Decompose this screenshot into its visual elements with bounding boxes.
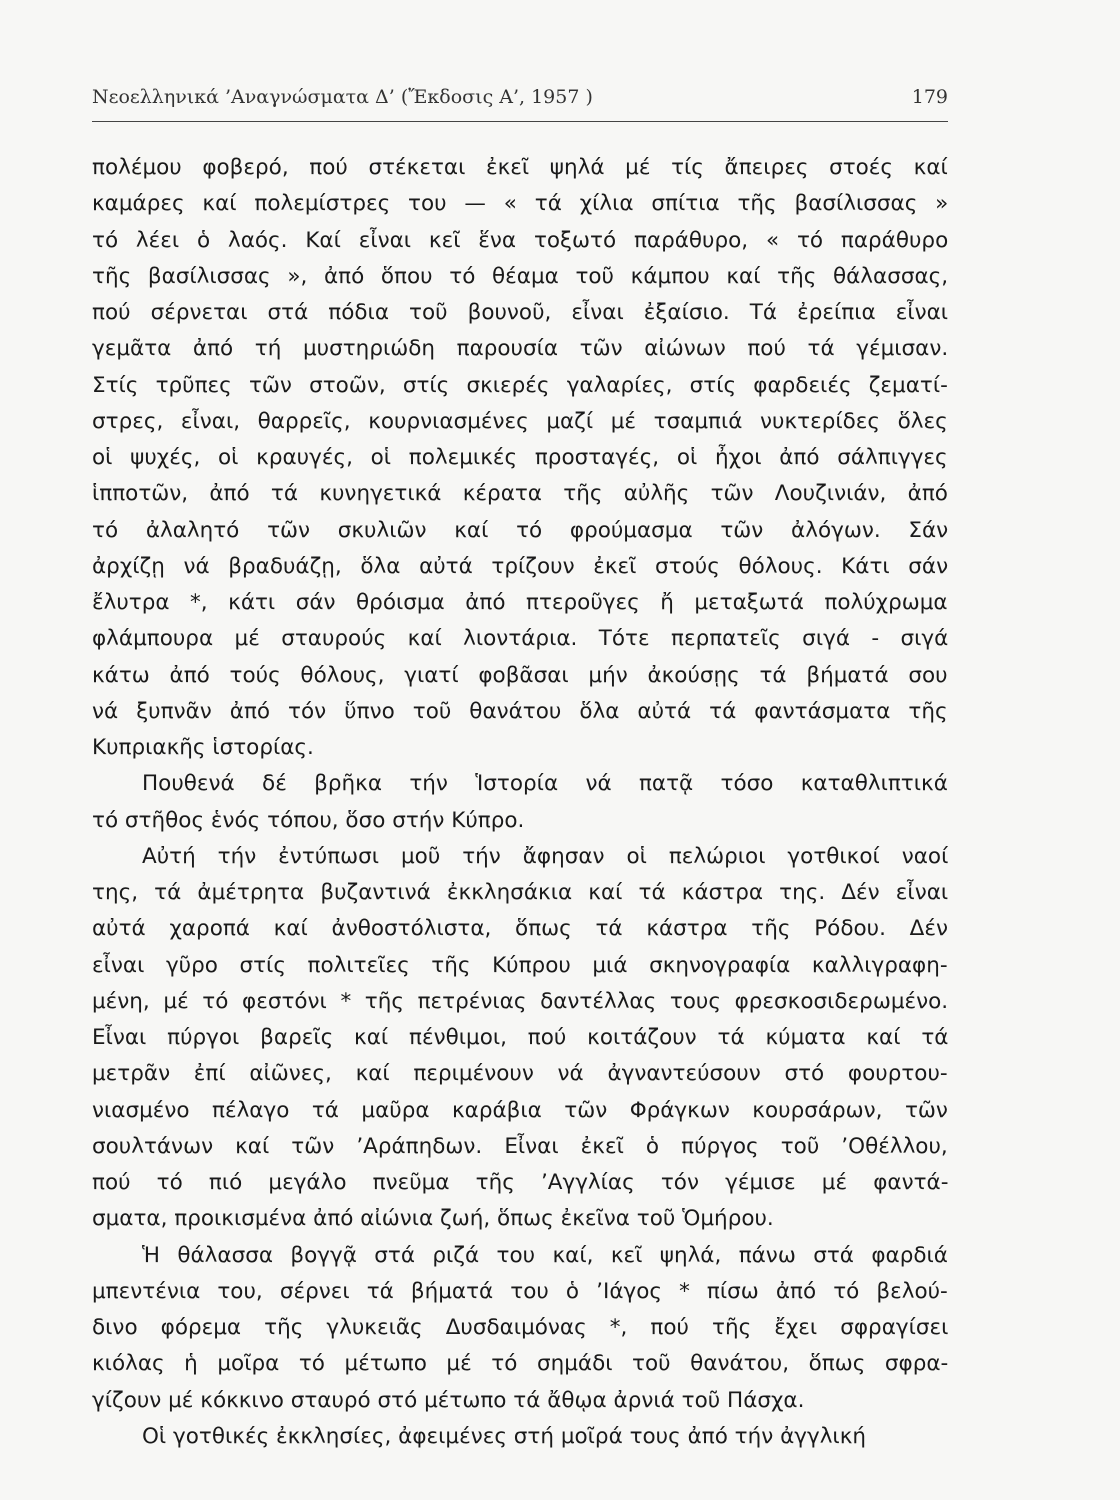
text-line: πολέμου φοβερό, πού στέκεται ἐκεῖ ψηλά μέ τίς ἄπειρες στοές καί bbox=[92, 155, 948, 180]
text-line: φλάμπουρα μέ σταυρούς καί λιοντάρια. Τότε περπατεῖς σιγά - σιγά bbox=[92, 626, 949, 652]
text-line: πού σέρνεται στά πόδια τοῦ βουνοῦ, εἶναι ἐξαίσιο. Τά ἐρείπια εἶναι bbox=[92, 300, 949, 325]
paragraph-first-line: Ἡ θάλασσα βογγᾷ στά ριζά του καί, κεῖ ψηλά, πάνω στά φαρδιά bbox=[142, 1242, 948, 1268]
text-line: μπεντένια του, σέρνει τά βήματά του ὁ ’Ιάγος * πίσω ἀπό τό βελού- bbox=[92, 1278, 948, 1304]
text-line: κιόλας ἡ μοῖρα τό μέτωπο μέ τό σημάδι τοῦ θανάτου, ὅπως σφρα- bbox=[92, 1351, 949, 1377]
text-line: νιασμένο πέλαγο τά μαῦρα καράβια τῶν Φράγκων κουρσάρων, τῶν bbox=[92, 1097, 948, 1123]
text-line: της, τά ἀμέτρητα βυζαντινά ἐκκλησάκια καί τά κάστρα της. Δέν εἶναι bbox=[92, 880, 949, 905]
text-line: ἀρχίζῃ νά βραδυάζῃ, ὅλα αὐτά τρίζουν ἐκεῖ στούς θόλους. Κάτι σάν bbox=[92, 553, 949, 579]
text-line: μένη, μέ τό φεστόνι * τῆς πετρένιας δαντέλλας τους φρεσκοσιδερωμένο. bbox=[92, 988, 949, 1014]
running-header bbox=[92, 86, 948, 116]
text-line: τῆς βασίλισσας », ἀπό ὅπου τό θέαμα τοῦ κάμπου καί τῆς θάλασσας, bbox=[92, 263, 949, 289]
text-line: γίζουν μέ κόκκινο σταυρό στό μέτωπο τά ἄθῳα ἀρνιά τοῦ Πάσχα. bbox=[92, 1387, 805, 1413]
text-line: κάτω ἀπό τούς θόλους, γιατί φοβᾶσαι μήν ἀκούσῃς τά βήματά σου bbox=[92, 662, 948, 688]
body-text bbox=[92, 150, 962, 1455]
text-line: καμάρες καί πολεμίστρες του — « τά χίλια σπίτια τῆς βασίλισσας » bbox=[92, 191, 949, 217]
text-line: σουλτάνων καί τῶν ’Αράπηδων. Εἶναι ἐκεῖ ὁ πύργος τοῦ ’Οθέλλου, bbox=[92, 1133, 948, 1159]
paragraph-first-line: Οἱ γοτθικές ἐκκλησίες, ἀφειμένες στή μοῖρά τους ἀπό τήν ἀγγλική bbox=[142, 1423, 867, 1449]
paragraph-first-line: Πουθενά δέ βρῆκα τήν Ἱστορία νά πατᾷ τόσο καταθλιπτικά bbox=[142, 771, 948, 797]
text-line: τό λέει ὁ λαός. Καί εἶναι κεῖ ἕνα τοξωτό παράθυρο, « τό παράθυρο bbox=[92, 227, 949, 253]
text-line: μετρᾶν ἐπί αἰῶνες, καί περιμένουν νά ἀγναντεύσουν στό φουρτου- bbox=[92, 1061, 948, 1087]
text-line: Εἶναι πύργοι βαρεῖς καί πένθιμοι, πού κοιτάζουν τά κύματα καί τά bbox=[92, 1025, 949, 1050]
header-rule bbox=[92, 121, 948, 122]
text-line: ἔλυτρα *, κάτι σάν θρόισμα ἀπό πτεροῦγες ἤ μεταξωτά πολύχρωμα bbox=[92, 590, 948, 615]
text-line: σματα, προικισμένα ἀπό αἰώνια ζωή, ὅπως ἐκεῖνα τοῦ Ὁμήρου. bbox=[92, 1206, 774, 1232]
text-line: δινο φόρεμα τῆς γλυκειᾶς Δυσδαιμόνας *, πού τῆς ἔχει σφραγίσει bbox=[92, 1315, 949, 1340]
text-line: τό στῆθος ἑνός τόπου, ὅσο στήν Κύπρο. bbox=[92, 807, 525, 833]
text-line: Κυπριακῆς ἱστορίας. bbox=[92, 735, 314, 760]
text-line: γεμᾶτα ἀπό τή μυστηριώδη παρουσία τῶν αἰώνων πού τά γέμισαν. bbox=[92, 336, 949, 362]
text-line: πού τό πιό μεγάλο πνεῦμα τῆς ’Αγγλίας τόν γέμισε μέ φαντά- bbox=[92, 1170, 949, 1195]
text-line: τό ἀλαλητό τῶν σκυλιῶν καί τό φρούμασμα τῶν ἀλόγων. Σάν bbox=[92, 517, 949, 543]
page-number: 179 bbox=[911, 86, 948, 108]
text-line: νά ξυπνᾶν ἀπό τόν ὕπνο τοῦ θανάτου ὅλα αὐτά τά φαντάσματα τῆς bbox=[92, 698, 948, 724]
text-line: ἱπποτῶν, ἀπό τά κυνηγετικά κέρατα τῆς αὐλῆς τῶν Λουζινιάν, ἀπό bbox=[92, 481, 948, 507]
text-line: στρες, εἶναι, θαρρεῖς, κουρνιασμένες μαζί μέ τσαμπιά νυκτερίδες ὅλες bbox=[92, 408, 948, 434]
paragraph-first-line: Αὐτή τήν ἐντύπωσι μοῦ τήν ἄφησαν οἱ πελώριοι γοτθικοί ναοί bbox=[142, 843, 949, 869]
text-line: αὐτά χαροπά καί ἀνθοστόλιστα, ὅπως τά κάστρα τῆς Ρόδου. Δέν bbox=[92, 916, 948, 942]
text-line: Στίς τρῦπες τῶν στοῶν, στίς σκιερές γαλαρίες, στίς φαρδειές ζεματί- bbox=[92, 372, 948, 398]
text-line: οἱ ψυχές, οἱ κραυγές, οἱ πολεμικές προσταγές, οἱ ἦχοι ἀπό σάλπιγγες bbox=[92, 445, 948, 470]
book-title: Νεοελληνικά ’Αναγνώσματα Δ’ (Ἔκδοσις Α’, 1957 ) bbox=[92, 86, 593, 108]
text-line: εἶναι γῦρο στίς πολιτεῖες τῆς Κύπρου μιά σκηνογραφία καλλιγραφη- bbox=[92, 952, 948, 978]
